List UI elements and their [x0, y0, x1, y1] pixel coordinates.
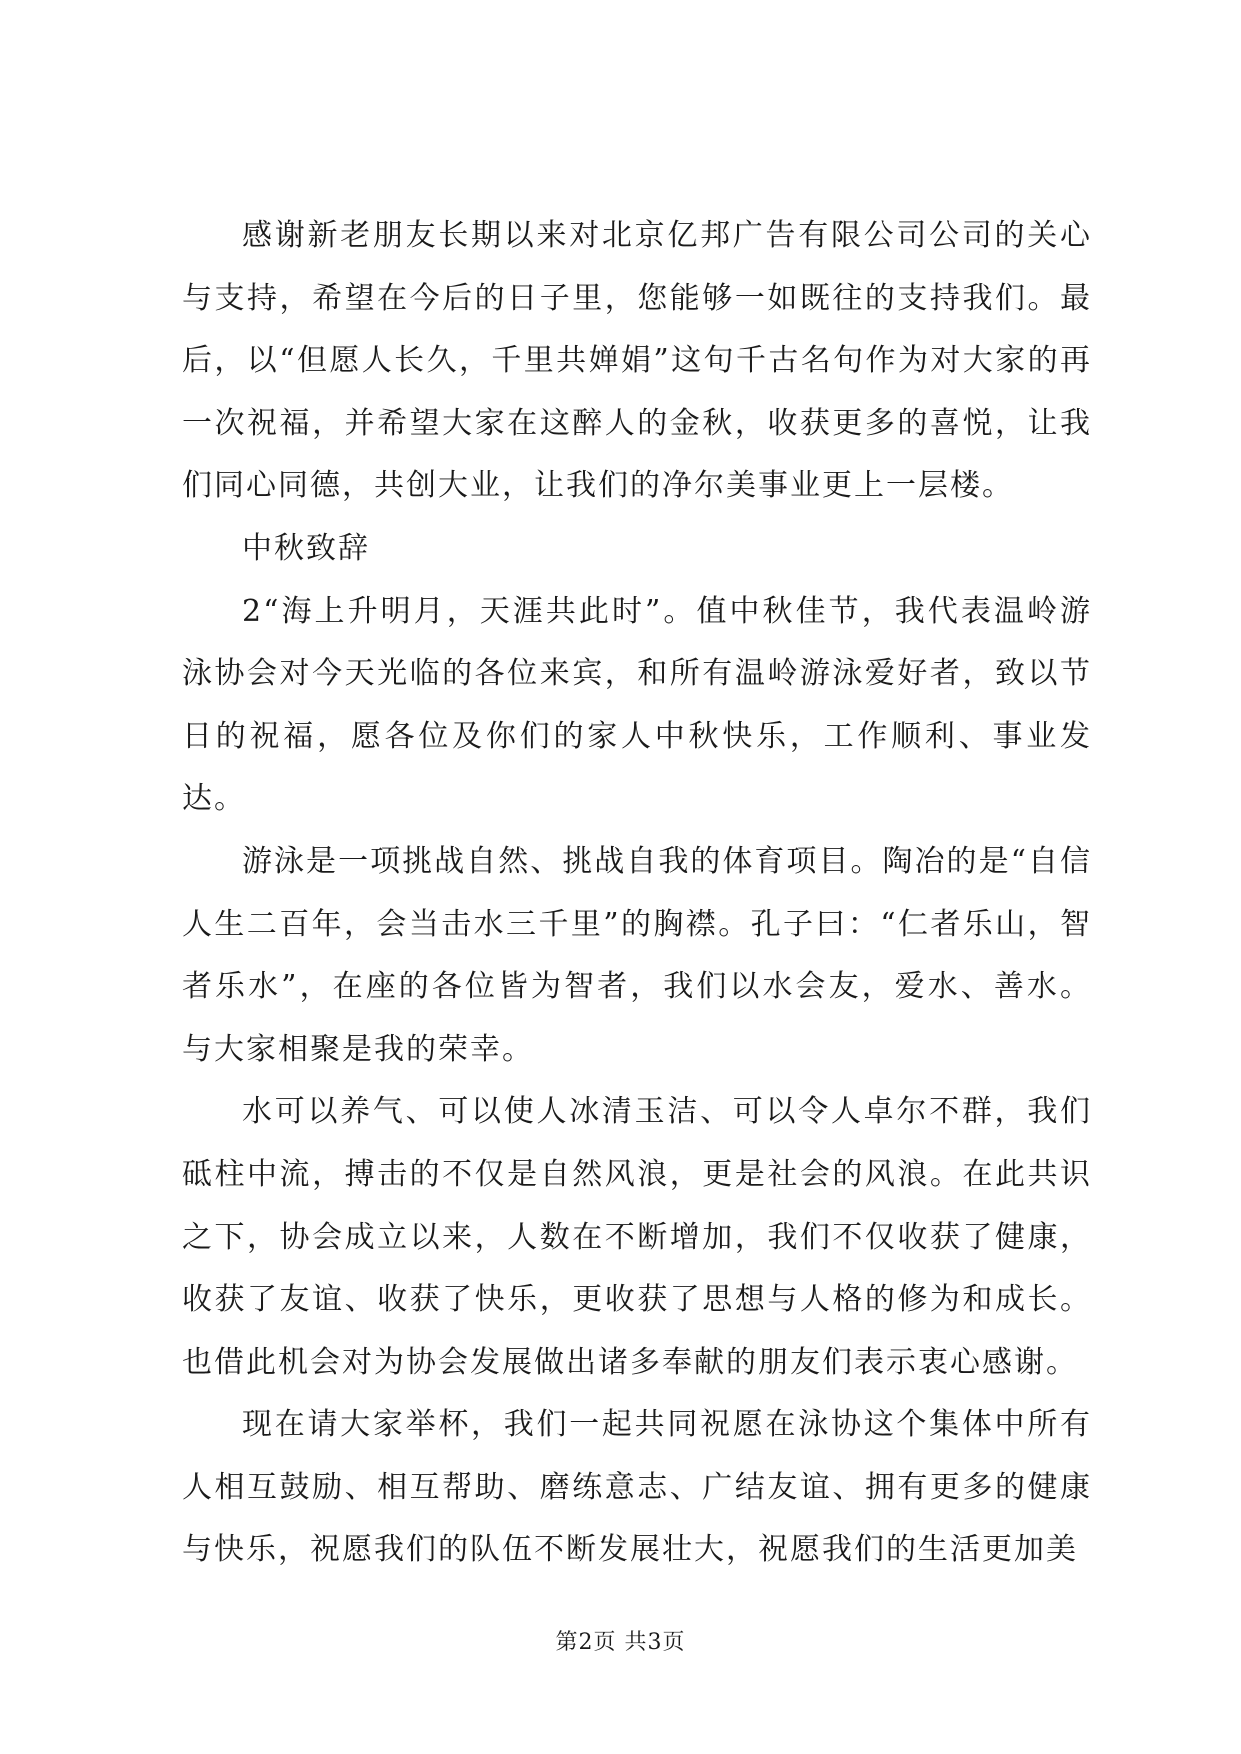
paragraph-water: 水可以养气、可以使人冰清玉洁、可以令人卓尔不群，我们砥柱中流，搏击的不仅是自然风浪，更是社会的风浪。在此共识之下，协会成立以来，人数在不断增加，我们不仅收获了健康，收获了友谊、收获了快乐，更收获了思想与人格的修为和成长。也借此机会对为协会发展做出诸多奉献的朋友们表示衷心感谢。 [182, 1094, 1092, 1380]
page-number-footer: 第2页 共3页 [555, 1630, 686, 1655]
paragraph-greeting: 2“海上升明月，天涯共此时”。值中秋佳节，我代表温岭游泳协会对今天光临的各位来宾，和所有温岭游泳爱好者，致以节日的祝福，愿各位及你们的家人中秋快乐，工作顺利、事业发达。 [182, 593, 1092, 817]
section-heading: 中秋致辞 [242, 530, 370, 566]
paragraph-thanks: 感谢新老朋友长期以来对北京亿邦广告有限公司公司的关心与支持，希望在今后的日子里，您能够一如既往的支持我们。最后，以“但愿人长久，千里共婵娟”这句千古名句作为对大家的再一次祝福，并希望大家在这醉人的金秋，收获更多的喜悦，让我们同心同德，共创大业，让我们的净尔美事业更上一层楼。 [182, 218, 1092, 504]
paragraph-toast: 现在请大家举杯，我们一起共同祝愿在泳协这个集体中所有人相互鼓励、相互帮助、磨练意志、广结友谊、拥有更多的健康与快乐，祝愿我们的队伍不断发展壮大，祝愿我们的生活更加美 [182, 1407, 1092, 1568]
document-body [182, 205, 1092, 1582]
paragraph-swimming: 游泳是一项挑战自然、挑战自我的体育项目。陶冶的是“自信人生二百年，会当击水三千里”的胸襟。孔子曰：“仁者乐山，智者乐水”，在座的各位皆为智者，我们以水会友，爱水、善水。与大家相聚是我的荣幸。 [182, 843, 1092, 1067]
